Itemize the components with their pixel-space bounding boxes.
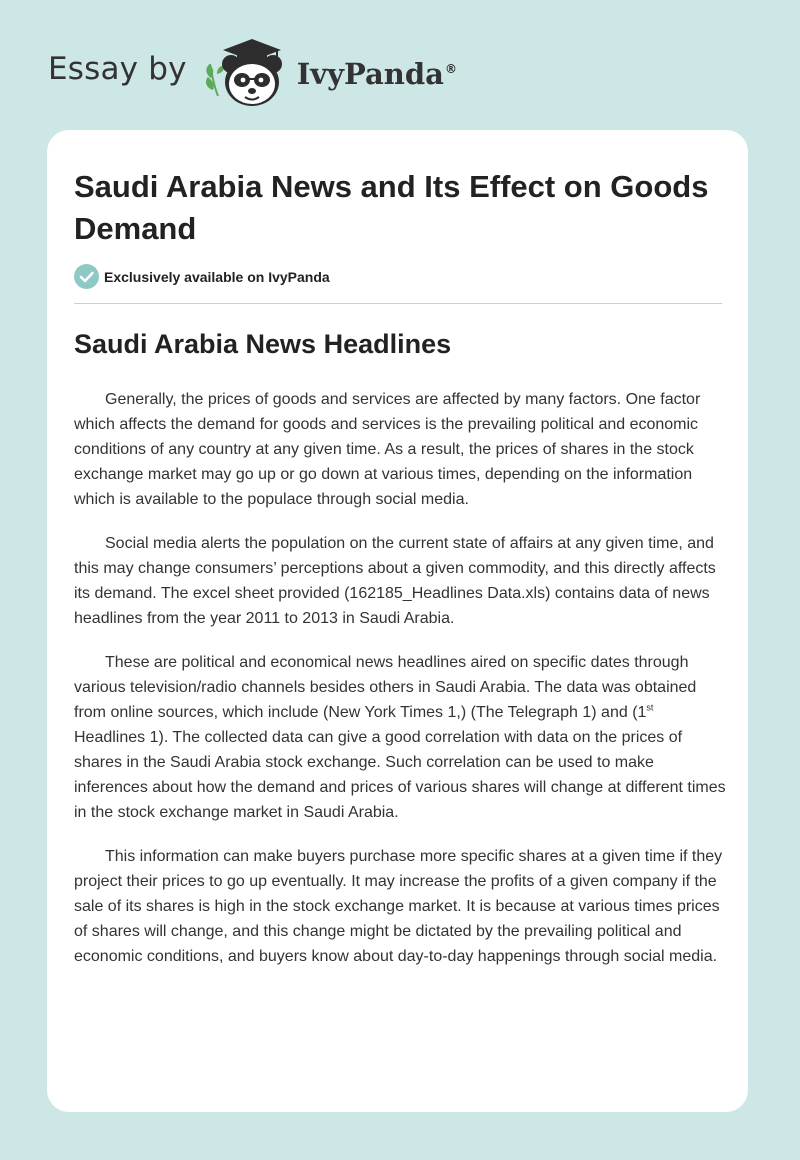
divider xyxy=(74,303,722,304)
article-title: Saudi Arabia News and Its Effect on Goods Demand xyxy=(74,169,709,246)
exclusive-badge xyxy=(74,264,330,289)
brand-name: IvyPanda® xyxy=(296,57,457,91)
paragraph-text: These are political and economical news headlines aired on specific dates through various television/radio channels besides others in Saudi Arabia. The data was obtained from online sources, which include (New York Times 1,) (The Telegraph 1) and (1 xyxy=(74,654,697,721)
check-circle-icon xyxy=(74,264,99,289)
section-heading: Saudi Arabia News Headlines xyxy=(74,329,452,359)
article-body xyxy=(74,387,726,988)
paragraph: Social media alerts the population on the current state of affairs at any given time, and this may change consumers’ perceptions about a given commodity, and this directly affects its demand. The excel sheet provided (162185_Headlines Data.xls) contains data of news headlines from the year 2011 to 2013 in Saudi Arabia. xyxy=(74,535,716,627)
brand-header[interactable] xyxy=(48,34,457,110)
paragraph: Generally, the prices of goods and services are affected by many factors. One factor which affects the demand for goods and services is the prevailing political and economic conditions of any country at any given time. As a result, the prices of shares in the stock exchange market may go up or go down at various times, depending on the information which is available to the populace through social media. xyxy=(74,391,701,508)
brand-prefix: Essay by xyxy=(48,51,187,87)
exclusive-badge-text: Exclusively available on IvyPanda xyxy=(104,268,330,285)
article-card xyxy=(47,130,748,1112)
panda-graduate-icon xyxy=(201,34,293,110)
paragraph-text: Headlines 1). The collected data can give a good correlation with data on the prices of shares in the Saudi Arabia stock exchange. Such correlation can be used to make inferences about how the demand and prices of various shares will change at different times in the stock exchange market in Saudi Arabia. xyxy=(74,729,726,821)
paragraph xyxy=(74,650,726,825)
superscript: st xyxy=(646,702,654,713)
registered-mark: ® xyxy=(444,62,457,77)
paragraph: This information can make buyers purchase more specific shares at a given time if they project their prices to go up eventually. It may increase the profits of a given company if the sale of its shares is high in the stock exchange market. It is because at various times prices of shares will change, and this change might be dictated by the prevailing political and economic conditions, and buyers know about day-to-day happenings through social media. xyxy=(74,848,723,965)
